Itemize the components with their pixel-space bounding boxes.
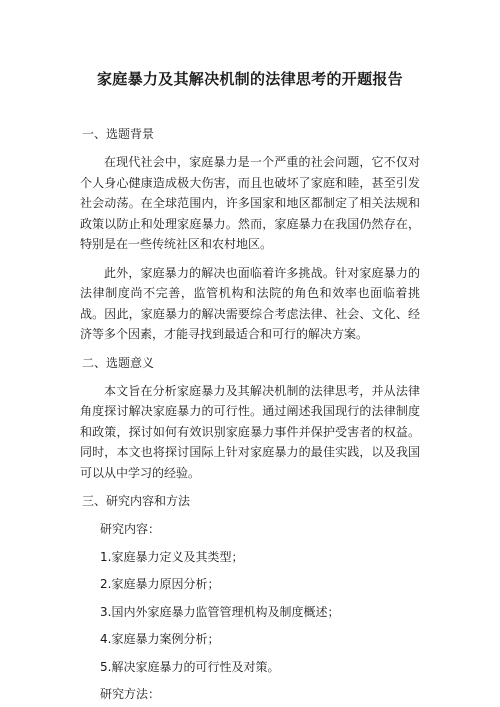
- section-heading-significance: 二、选题意义: [82, 355, 155, 370]
- section-heading-background: 一、选题背景: [82, 127, 155, 141]
- research-method-label: 研究方法：: [100, 687, 161, 701]
- significance-paragraph: 本文旨在分析家庭暴力及其解决机制的法律思考，并从法律角度探讨解决家庭暴力的可行性。通过阐述我国现行的法律制度和政策，探讨如何有效识别家庭暴力事件并保护受害者的权益。同时，本文也将探讨国际上针对家庭暴力的最佳实践，以及我国可以从中学习的经验。: [80, 383, 420, 480]
- background-paragraph-2: 此外，家庭暴力的解决也面临着许多挑战。针对家庭暴力的法律制度尚不完善，监管机构和法院的角色和效率也面临着挑战。因此，家庭暴力的解决需要综合考虑法律、社会、文化、经济等多个因素，才能寻找到最适合和可行的解决方案。: [80, 265, 420, 341]
- section-heading-research: 三、研究内容和方法: [82, 494, 191, 508]
- research-item-2: 2.家庭暴力原因分析；: [100, 577, 220, 591]
- research-item-3: 3.国内外家庭暴力监管管理机构及制度概述；: [100, 604, 340, 619]
- research-item-5: 5.解决家庭暴力的可行性及对策。: [100, 659, 280, 674]
- research-content-label: 研究内容：: [100, 522, 161, 536]
- research-item-1: 1.家庭暴力定义及其类型；: [100, 549, 244, 564]
- document-title: 家庭暴力及其解决机制的法律思考的开题报告: [96, 70, 403, 88]
- background-paragraph-1: 在现代社会中，家庭暴力是一个严重的社会问题，它不仅对个人身心健康造成极大伤害，而且也破坏了家庭和睦，甚至引发社会动荡。在全球范围内，许多国家和地区都制定了相关法规和政策以防止和处理家庭暴力。然而，家庭暴力在我国仍然存在，特别是在一些传统社区和农村地区。: [80, 155, 420, 251]
- research-item-4: 4.家庭暴力案例分析；: [100, 632, 220, 646]
